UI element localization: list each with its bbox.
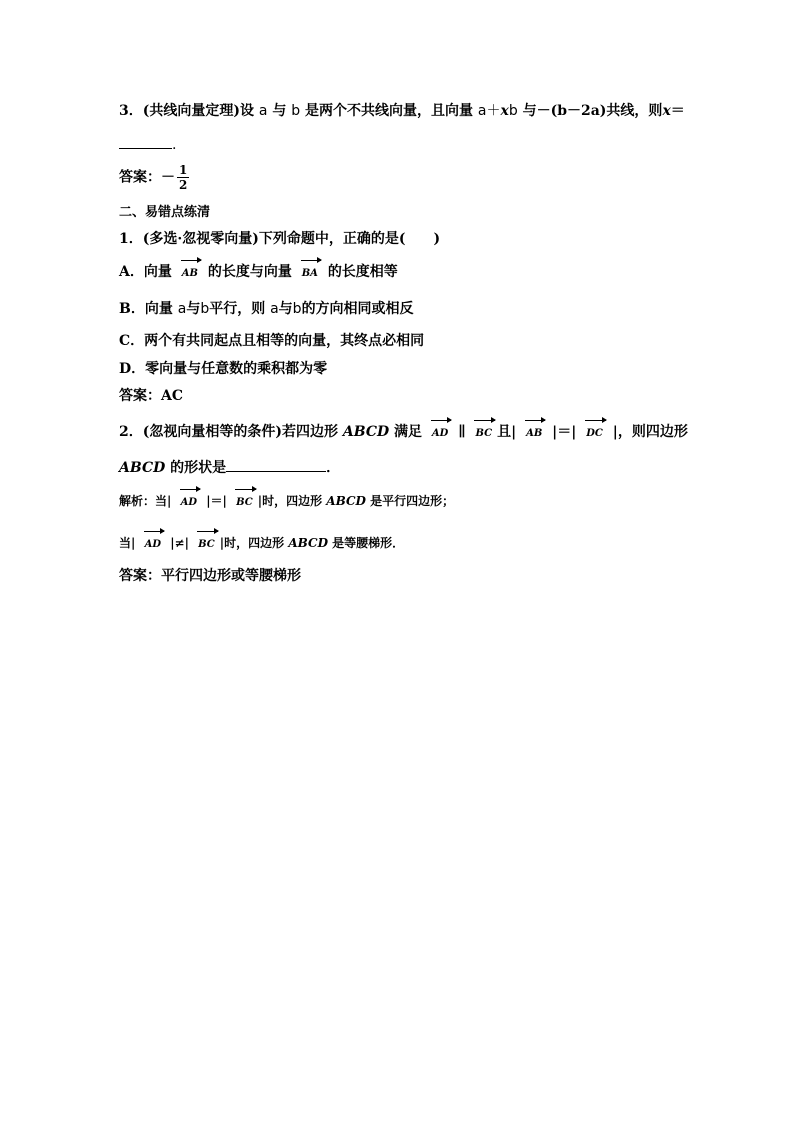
q3-text: 与－(b－2a)共线，则 (522, 103, 663, 119)
solution-text: 当| (119, 536, 136, 550)
option-text: 的长度与向量 (207, 264, 292, 280)
vector-ab: AB (179, 264, 201, 284)
p2-answer: 答案：平行四边形或等腰梯形 (119, 568, 301, 584)
vector-dc: DC (583, 424, 606, 444)
answer-fraction (177, 163, 189, 192)
fraction-numerator: 1 (179, 163, 188, 177)
vector-ab: AB (523, 424, 545, 444)
option-text: 与 (278, 301, 293, 317)
option-label: A．向量 (119, 264, 172, 280)
p2-text: 满足 (394, 424, 422, 440)
q3-text: 与 (272, 103, 287, 119)
section-title: 二、易错点练清 (119, 205, 211, 220)
fraction-denominator: 2 (179, 178, 188, 192)
vector-ad: AD (142, 535, 164, 555)
p2-stem (119, 422, 688, 444)
q3-period: . (172, 137, 177, 153)
var-a: a (270, 301, 279, 317)
quadrilateral-name: ABCD (326, 494, 366, 508)
quadrilateral-name: ABCD (288, 536, 328, 550)
p2-solution-2 (119, 533, 404, 555)
p1-option-d: D．零向量与任意数的乘积都为零 (119, 361, 328, 377)
answer-label: 答案： (119, 169, 161, 186)
p1-answer: 答案：AC (119, 388, 184, 404)
answer-sign: － (161, 169, 175, 186)
q3-expr: a＋ (477, 103, 501, 119)
solution-text: |时，四边形 (257, 494, 323, 508)
parallel-symbol: ∥ (458, 424, 466, 440)
p2-text: |＝| (552, 424, 577, 440)
q3-var-x: x (500, 103, 509, 119)
p1-option-b (119, 299, 414, 319)
vector-bc: BC (195, 535, 218, 555)
answer-blank (119, 134, 172, 149)
vector-ad: AD (429, 424, 451, 444)
option-text: 平行，则 (209, 301, 266, 317)
q3-answer (119, 163, 189, 192)
option-text: 的长度相等 (327, 264, 398, 280)
option-text: 与 (186, 301, 201, 317)
var-b: b (200, 301, 210, 317)
p1-option-c: C．两个有共同起点且相等的向量，其终点必相同 (119, 333, 425, 349)
p2-text: 的形状是 (170, 460, 227, 476)
solution-text: |＝| (206, 494, 227, 508)
solution-text: 是等腰梯形． (332, 536, 405, 550)
p1-stem: 1．(多选·忽视零向量)下列命题中，正确的是( ) (119, 231, 441, 247)
p2-text: 且| (497, 424, 517, 440)
solution-text: 是平行四边形； (370, 494, 455, 508)
p2-period: ． (326, 460, 341, 476)
q3-stem (119, 101, 685, 121)
option-text: 的方向相同或相反 (301, 301, 414, 317)
q3-eq: ＝ (670, 103, 685, 119)
option-label: B．向量 (119, 301, 173, 317)
p2-text: 2．(忽视向量相等的条件)若四边形 (119, 424, 338, 440)
p2-text: |，则四边形 (612, 424, 688, 440)
vector-bc: BC (233, 493, 256, 513)
var-a: a (177, 301, 187, 317)
quadrilateral-name: ABCD (119, 460, 166, 476)
q3-var-b: b (291, 103, 301, 119)
q3-expr: b (508, 103, 518, 119)
var-b: b (292, 301, 302, 317)
p1-option-a (119, 262, 398, 284)
p2-stem-cont (119, 457, 340, 478)
solution-text: |时，四边形 (219, 536, 285, 550)
answer-blank (226, 457, 326, 472)
q3-prefix: 3．(共线向量定理)设 (119, 103, 254, 119)
q3-text: 是两个不共线向量，且向量 (304, 103, 473, 119)
vector-ad: AD (178, 493, 200, 513)
vector-ba: BA (299, 264, 321, 284)
solution-label: 解析：当| (119, 494, 172, 508)
solution-text: |≠| (170, 536, 189, 550)
q3-var-x: x (662, 103, 671, 119)
q3-blank-line (119, 134, 176, 155)
quadrilateral-name: ABCD (342, 424, 390, 440)
p2-solution-1 (119, 491, 454, 513)
vector-bc: BC (472, 424, 495, 444)
q3-var-a: a (258, 103, 268, 119)
